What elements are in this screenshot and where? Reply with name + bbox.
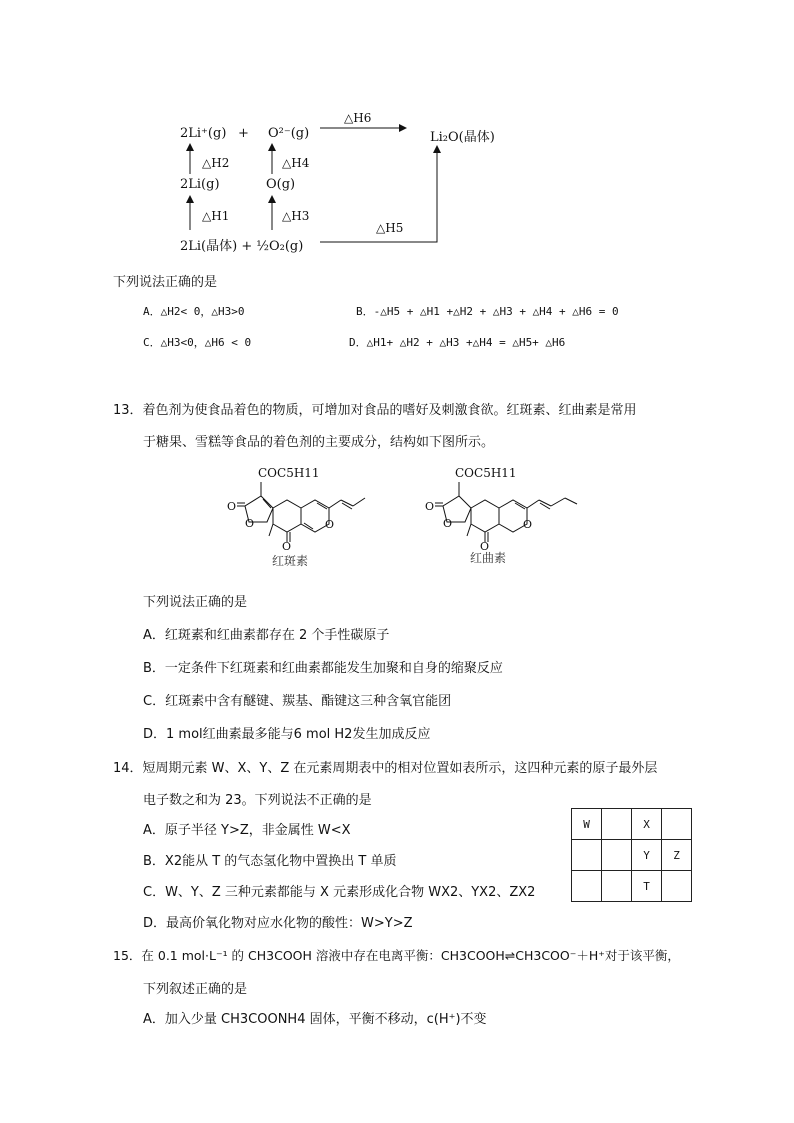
oxide-ion-label: O²⁻(g) — [268, 126, 310, 141]
svg-text:O: O — [443, 517, 453, 530]
o-gas-label: O(g) — [266, 177, 296, 192]
table-cell — [572, 871, 602, 902]
q12-option-c: C．△H3<0，△H6 < 0 — [143, 336, 252, 349]
q15-option-a: A．加入少量 CH3COONH4 固体，平衡不移动，c(H⁺)不变 — [143, 1012, 487, 1027]
dh5-label: △H5 — [376, 221, 404, 235]
table-row — [572, 809, 692, 840]
table-cell: X — [632, 809, 662, 840]
dh1-label: △H1 — [202, 209, 230, 223]
q14-stem-line1: 14．短周期元素 W、X、Y、Z 在元素周期表中的相对位置如表所示，这四种元素的原子最外层 — [113, 761, 658, 776]
mol1-label: 红斑素 — [272, 554, 309, 568]
svg-text:O: O — [425, 500, 435, 513]
dh2-label: △H2 — [202, 156, 230, 170]
dh6-label: △H6 — [344, 111, 372, 125]
q13-stem-line2: 于糖果、雪糕等食品的着色剂的主要成分，结构如下图所示。 — [143, 435, 495, 450]
svg-text:O: O — [282, 540, 292, 550]
q13-question: 下列说法正确的是 — [143, 595, 248, 610]
q14-option-c: C．W、Y、Z 三种元素都能与 X 元素形成化合物 WX2、YX2、ZX2 — [143, 885, 536, 900]
reactants-label: 2Li(晶体) + ½O₂(g) — [180, 239, 304, 254]
mol2-label: 红曲素 — [470, 551, 507, 565]
q14-option-d: D．最高价氧化物对应水化物的酸性：W>Y>Z — [143, 916, 413, 931]
table-row — [572, 871, 692, 902]
svg-text:O: O — [227, 500, 237, 513]
svg-text:O: O — [325, 518, 335, 531]
q12-stem: 下列说法正确的是 — [113, 275, 218, 290]
svg-text:O: O — [523, 518, 533, 531]
q12-option-b: B．-△H5 + △H1 +△H2 + △H3 + △H4 + △H6 = 0 — [356, 305, 619, 318]
periodic-table-fragment — [571, 808, 692, 902]
dh4-label: △H4 — [282, 156, 310, 170]
mol2-structure — [423, 480, 593, 550]
q14-stem-line2: 电子数之和为 23。下列说法不正确的是 — [143, 793, 372, 808]
q15-stem-line1: 15．在 0.1 mol·L⁻¹ 的 CH3COOH 溶液中存在电离平衡：CH3COOH⇌CH3COO⁻＋H⁺对于该平衡， — [113, 948, 680, 963]
li-ion-label: 2Li⁺(g) — [180, 126, 227, 141]
q13-option-c: C．红斑素中含有醚键、羰基、酯键这三种含氧官能团 — [143, 694, 452, 709]
q13-option-b: B．一定条件下红斑素和红曲素都能发生加聚和自身的缩聚反应 — [143, 661, 503, 676]
arrow-dh5 — [320, 146, 437, 242]
table-cell — [602, 840, 632, 871]
table-cell — [662, 809, 692, 840]
dh3-label: △H3 — [282, 209, 310, 223]
svg-text:O: O — [480, 540, 490, 550]
li-gas-label: 2Li(g) — [180, 177, 220, 192]
mol1-structure — [225, 480, 385, 550]
li2o-label: Li₂O(晶体) — [430, 130, 495, 145]
q12-option-a: A．△H2< 0，△H3>0 — [143, 305, 245, 318]
svg-text:O: O — [245, 517, 255, 530]
mol1-acyl-group: COC5H11 — [258, 466, 320, 480]
mol2-acyl-group: COC5H11 — [455, 466, 517, 480]
table-cell: Y — [632, 840, 662, 871]
table-cell: T — [632, 871, 662, 902]
q13-stem-line1: 13．着色剂为使食品着色的物质，可增加对食品的嗜好及刺激食欲。红斑素、红曲素是常用 — [113, 403, 637, 418]
born-haber-arrows — [0, 0, 794, 260]
table-cell — [572, 840, 602, 871]
q14-option-a: A．原子半径 Y>Z，非金属性 W<X — [143, 823, 351, 838]
q12-option-d: D．△H1+ △H2 + △H3 +△H4 = △H5+ △H6 — [349, 336, 566, 349]
q13-option-d: D．1 mol红曲素最多能与6 mol H2发生加成反应 — [143, 727, 431, 742]
plus-sign: + — [238, 126, 249, 141]
table-cell: Z — [662, 840, 692, 871]
table-cell — [602, 809, 632, 840]
q13-option-a: A．红斑素和红曲素都存在 2 个手性碳原子 — [143, 628, 390, 643]
q15-stem-line2: 下列叙述正确的是 — [143, 982, 248, 997]
table-cell — [662, 871, 692, 902]
table-cell: W — [572, 809, 602, 840]
table-cell — [602, 871, 632, 902]
table-row — [572, 840, 692, 871]
q14-option-b: B．X2能从 T 的气态氢化物中置换出 T 单质 — [143, 854, 397, 869]
